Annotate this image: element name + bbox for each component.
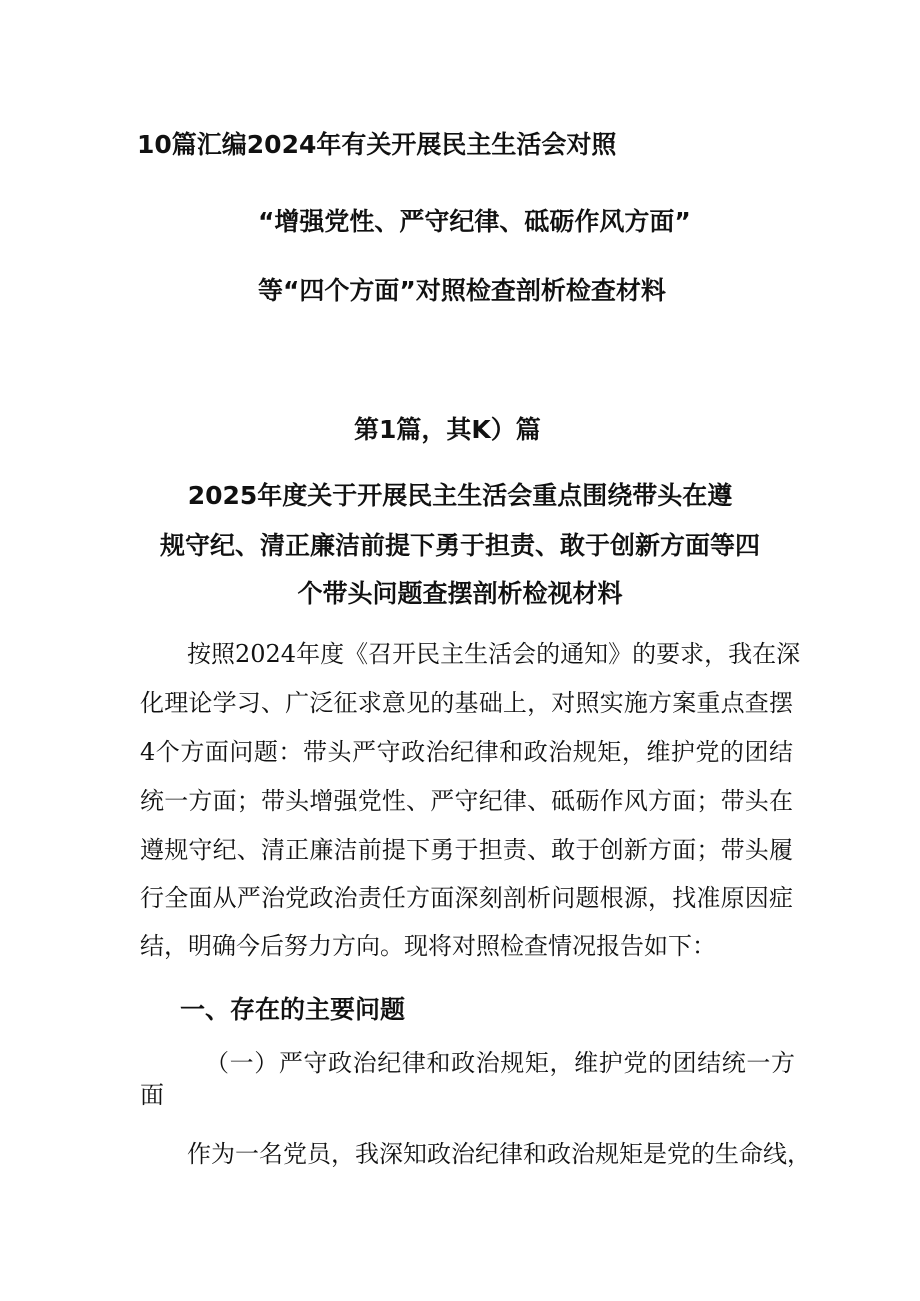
article-title-line-3: 个带头问题查摆剖析检视材料 bbox=[297, 579, 623, 608]
intro-paragraph-line: 遵规守纪、清正廉洁前提下勇于担责、敢于创新方面；带头履 bbox=[140, 836, 793, 864]
intro-paragraph-line: 结，明确今后努力方向。现将对照检查情况报告如下： bbox=[140, 932, 716, 960]
intro-paragraph-line: 化理论学习、广泛征求意见的基础上，对照实施方案重点查摆 bbox=[140, 689, 793, 717]
intro-paragraph-line: 统一方面；带头增强党性、严守纪律、砥砺作风方面；带头在 bbox=[140, 787, 793, 815]
intro-paragraph-line: 按照2024年度《召开民主生活会的通知》的要求，我在深 bbox=[187, 640, 801, 668]
intro-paragraph-line: 4个方面问题：带头严守政治纪律和政治规矩，维护党的团结 bbox=[140, 738, 793, 766]
body-paragraph-line: 作为一名党员，我深知政治纪律和政治规矩是党的生命线， bbox=[187, 1140, 811, 1168]
subsection-1-heading-line-1: （一）严守政治纪律和政治规矩，维护党的团结统一方 bbox=[205, 1049, 795, 1077]
collection-title-line-1: 10篇汇编2024年有关开展民主生活会对照 bbox=[137, 130, 617, 159]
article-title-line-1: 2025年度关于开展民主生活会重点围绕带头在遵 bbox=[187, 481, 733, 510]
collection-title-line-3: 等“四个方面”对照检查剖析检查材料 bbox=[258, 276, 666, 305]
subsection-1-heading-line-2: 面 bbox=[140, 1081, 164, 1109]
chapter-label: 第1篇，其K）篇 bbox=[354, 415, 541, 444]
section-1-heading: 一、存在的主要问题 bbox=[180, 995, 406, 1024]
intro-paragraph-line: 行全面从严治党政治责任方面深刻剖析问题根源，找准原因症 bbox=[140, 884, 793, 912]
collection-title-line-2: “增强党性、严守纪律、砥砺作风方面” bbox=[258, 207, 691, 236]
article-title-line-2: 规守纪、清正廉洁前提下勇于担责、敢于创新方面等四 bbox=[159, 531, 760, 560]
